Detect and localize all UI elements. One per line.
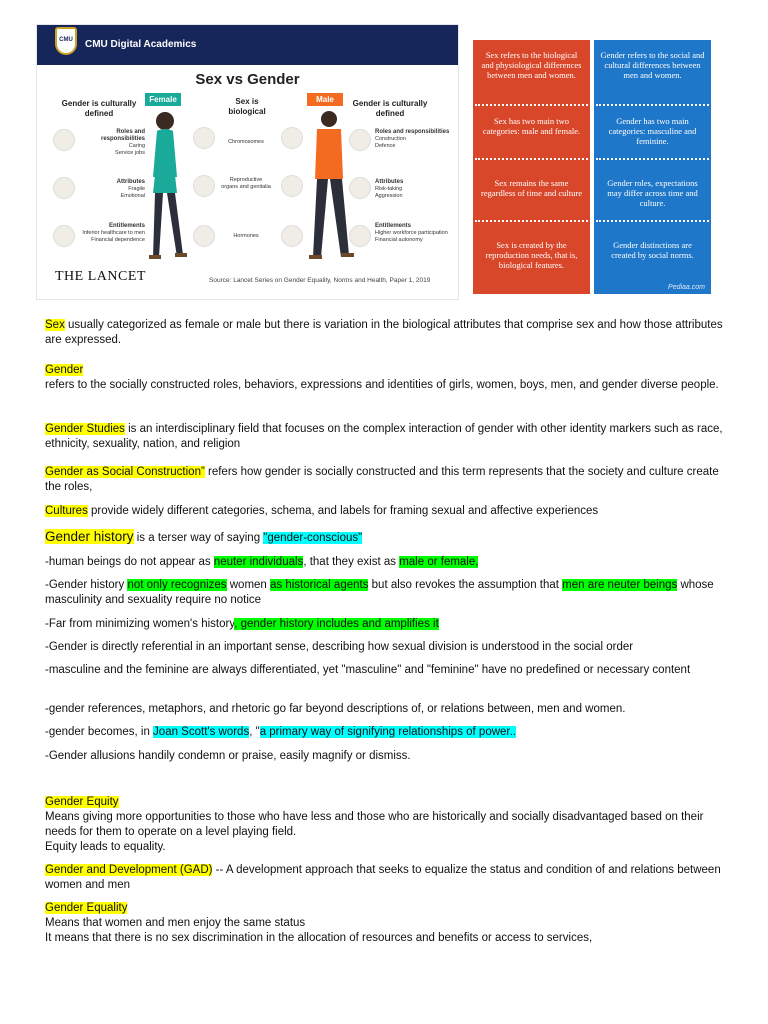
left-row3-label: Entitlements Inferior healthcare to men Financial dependence — [82, 223, 145, 243]
female-organ-icon — [193, 175, 215, 197]
term-gender-history: Gender history — [45, 529, 134, 544]
left-row2-label: Attributes Fragile Emotional — [116, 179, 145, 199]
male-label: Male — [307, 93, 343, 106]
female-figure-icon — [137, 107, 193, 267]
para-gender-studies: Gender Studies is an interdisciplinary field that focuses on the complex interaction of gender with other identity markers such as race, ethnicity, sexuality, nation, and religion — [45, 423, 723, 450]
term-sex: Sex — [45, 319, 65, 331]
para-gender-history: Gender history is a terser way of saying "gender-conscious" — [45, 529, 363, 544]
para-sex: Sex usually categorized as female or male but there is variation in the biological attributes that comprise sex and how those attributes are expressed. — [45, 319, 723, 346]
term-gender-studies: Gender Studies — [45, 423, 125, 435]
sex-cell-4: Sex is created by the reproduction needs, that is, biological features. — [485, 240, 578, 270]
right-row3-label: Entitlements Higher workforce participation Financial autonomy — [375, 223, 448, 243]
female-label: Female — [145, 93, 181, 106]
divider — [596, 104, 709, 106]
piggy-bank-icon — [349, 225, 371, 247]
pediaa-brandmark: Pediaa.com — [668, 284, 705, 291]
para-gender-equality: Gender Equality Means that women and men enjoy the same status It means that there is no sex discrimination in the allocation of resources and benefits or access to services, — [45, 902, 593, 944]
gender-column — [594, 40, 711, 294]
para-social-construction: Gender as Social Construction” refers how gender is socially constructed and this term represents that the society and culture create the roles, — [45, 466, 719, 493]
right-row1-label: Roles and responsibilities Construction Defence — [375, 129, 450, 149]
hormone-male-icon — [281, 225, 303, 247]
para-references: -gender references, metaphors, and rhetoric go far beyond descriptions of, or relations between, men and women. — [45, 703, 626, 715]
middle-column-head: Sex is biological — [228, 97, 266, 116]
term-gender: Gender — [45, 364, 84, 376]
divider — [596, 220, 709, 222]
healthcare-icon — [53, 225, 75, 247]
mid-row2-label: Reproductive organs and genitalia — [221, 177, 271, 190]
term-gender-equity: Gender Equity — [45, 796, 119, 808]
brand-name: CMU Digital Academics — [85, 39, 197, 50]
sex-cell-2: Sex has two main two categories: male and female. — [482, 116, 581, 136]
gender-cell-1: Gender refers to the social and cultural differences between men and women. — [600, 50, 705, 80]
left-row1-label: Roles and responsibilities Caring Service jobs — [100, 129, 145, 156]
para-allusions: -Gender allusions handily condemn or praise, easily magnify or dismiss. — [45, 750, 411, 762]
mid-row1-label: Chromosomes — [228, 139, 264, 145]
cmu-logo-icon: CMU — [55, 27, 77, 55]
gender-cell-2: Gender has two main categories: masculine and feminine. — [608, 116, 697, 146]
infographic-source: Source: Lancet Series on Gender Equality, Norms and Health, Paper 1, 2019 — [209, 277, 431, 284]
divider — [596, 158, 709, 160]
para-gender-equity: Gender Equity Means giving more opportunities to those who have less and those who are historically and socially disadvantaged based on their needs for them to operate on a level playing field. Equity leads to equality. — [45, 796, 704, 853]
chromosome-male-icon — [281, 127, 303, 149]
para-human-beings: -human beings do not appear as neuter individuals, that they exist as male or female, — [45, 556, 479, 568]
term-gender-equality: Gender Equality — [45, 902, 128, 914]
para-gad: Gender and Development (GAD) -- A development approach that seeks to equalize the status and condition of and relations between women and men — [45, 864, 721, 891]
sex-cell-1: Sex refers to the biological and physiological differences between men and women. — [481, 50, 582, 80]
boxing-glove-icon — [349, 177, 371, 199]
para-minimizing: -Far from minimizing women's history, gender history includes and amplifies it — [45, 618, 439, 630]
infographic-title: Sex vs Gender — [195, 71, 300, 88]
sex-vs-gender-infographic — [36, 24, 459, 300]
chromosome-icon — [193, 127, 215, 149]
caring-icon — [53, 129, 75, 151]
fragile-icon — [53, 177, 75, 199]
divider — [475, 104, 588, 106]
divider — [475, 220, 588, 222]
para-masculine-feminine: -masculine and the feminine are always differentiated, yet "masculine" and "feminine" have no predefined or necessary content — [45, 664, 691, 676]
left-column-head: Gender is culturally defined — [61, 99, 137, 118]
term-social-construction: Gender as Social Construction” — [45, 466, 205, 478]
right-column-head: Gender is culturally defined — [352, 99, 428, 118]
mid-row3-label: Hormones — [233, 233, 259, 239]
para-gender: Gender refers to the socially constructed roles, behaviors, expressions and identities of girls, women, boys, men, and gender diverse people. — [45, 364, 719, 391]
para-recognizes: -Gender history not only recognizes women as historical agents but also revokes the assumption that men are neuter beings whose masculinity and sexuality require no notice — [45, 579, 714, 606]
para-referential: -Gender is directly referential in an important sense, describing how sexual division is understood in the social order — [45, 641, 634, 653]
sex-gender-comparison — [473, 40, 713, 294]
hormone-female-icon — [193, 225, 215, 247]
gender-cell-4: Gender distinctions are created by social norms. — [611, 240, 694, 260]
term-gad: Gender and Development (GAD) — [45, 864, 213, 876]
divider — [475, 158, 588, 160]
construction-icon — [349, 129, 371, 151]
gender-cell-3: Gender roles, expectations may differ across time and culture. — [607, 178, 698, 208]
lancet-logo: THE LANCET — [55, 269, 146, 284]
male-organ-icon — [281, 175, 303, 197]
sex-cell-3: Sex remains the same regardless of time and culture — [480, 178, 583, 198]
term-cultures: Cultures — [45, 505, 88, 517]
right-row2-label: Attributes Risk-taking Aggression — [375, 179, 404, 199]
quote-gender-conscious: "gender-conscious" — [263, 532, 363, 544]
para-joan-scott: -gender becomes, in Joan Scott's words, "a primary way of signifying relationships of power.. — [45, 726, 517, 738]
para-cultures: Cultures provide widely different categories, schema, and labels for framing sexual and affective experiences — [45, 505, 599, 517]
sex-column — [473, 40, 590, 294]
